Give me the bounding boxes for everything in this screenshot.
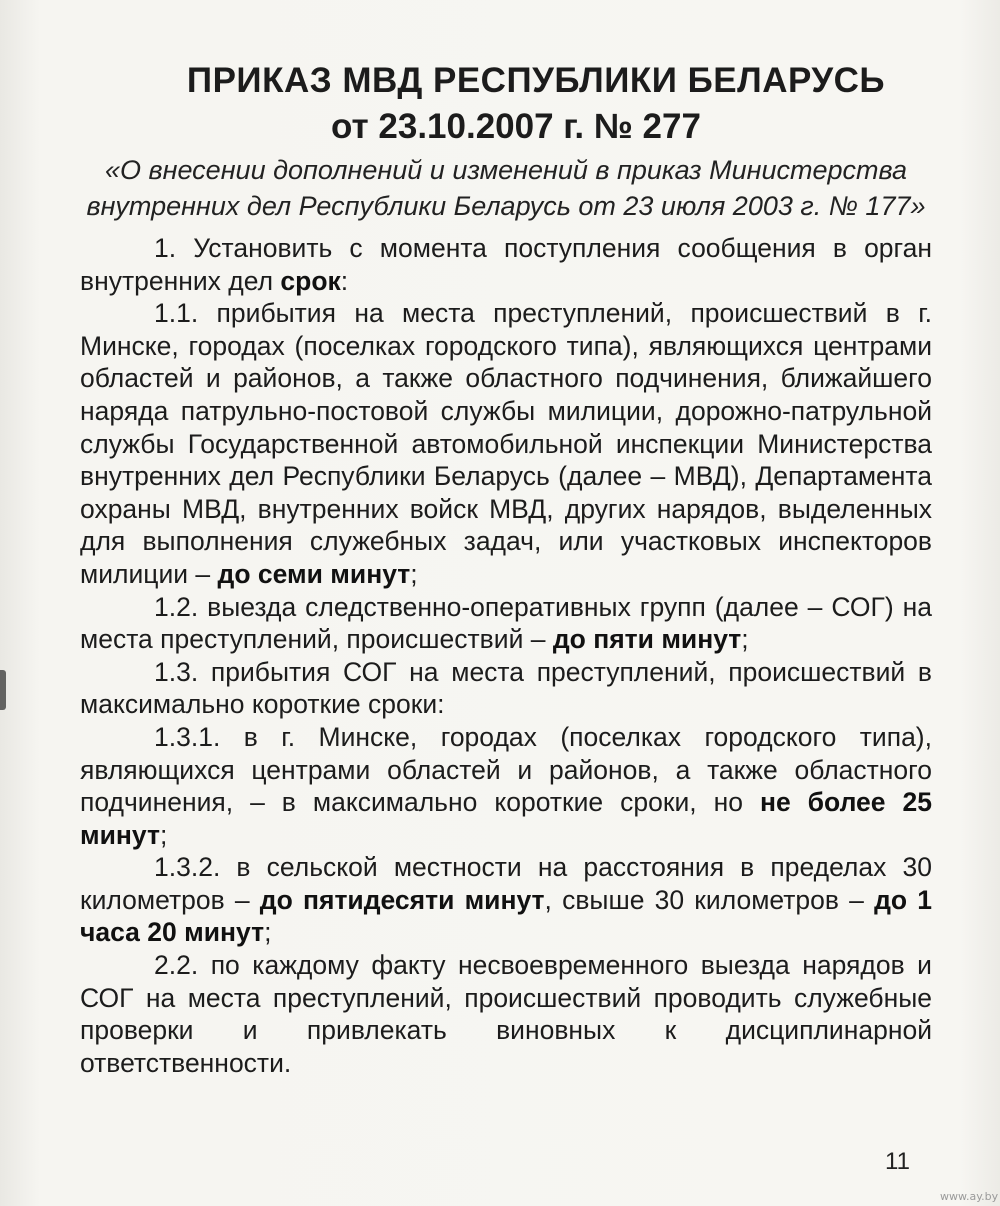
watermark: www.ay.by — [940, 1190, 999, 1203]
paragraph-1-bold: срок — [280, 265, 341, 296]
document-subtitle: «О внесении дополнений и изменений в приказ Министерства внутренних дел Республики Беларусь от 23 июля 2003 г. № 177» — [86, 155, 926, 221]
page-edge-mark — [0, 670, 6, 710]
paragraph-1-1-text: 1.1. прибытия на места преступлений, происшествий в г. Минске, городах (поселках городского типа), являющихся центрами областей и районов, а также областного подчинения, ближайшего наряда патрульно-постовой службы милиции, дорожно-патрульной службы Государственной автомобильной инспекции Министерства внутренних дел Республики Беларусь (далее – МВД), Департамента охраны МВД, внутренних войск МВД, других нарядов, выделенных для выполнения служебных задач, или участковых инспекторов милиции – — [80, 298, 932, 589]
paragraph-1-3-1-bold: не более 25 минут — [80, 787, 932, 850]
paragraph-1-3-2-bold-2: до 1 часа 20 минут — [80, 884, 933, 948]
paragraph-1-3-2 — [80, 851, 932, 949]
paragraph-1-3-2-mid: , свыше 30 километров – — [544, 884, 875, 915]
paragraph-1-3-1-text: 1.3.1. в г. Минске, городах (поселках городского типа), являющихся центрами областей и районов, а также областного подчинения, – в максимально короткие сроки, но — [80, 721, 932, 818]
paragraph-1-2-tail: ; — [741, 624, 749, 655]
paragraph-1-1-bold: до семи минут — [217, 558, 411, 589]
page-number: 11 — [885, 1148, 910, 1175]
paragraph-1-3: 1.3. прибытия СОГ на места преступлений, происшествий в максимально короткие сроки: — [80, 656, 932, 720]
document-content — [80, 58, 932, 1079]
paragraph-1-1 — [80, 297, 932, 590]
paragraph-1-2 — [80, 591, 932, 656]
paragraph-1 — [80, 232, 932, 297]
document-title: ПРИКАЗ МВД РЕСПУБЛИКИ БЕЛАРУСЬ — [186, 61, 886, 100]
paragraph-1-3-2-tail: ; — [264, 917, 272, 948]
paragraph-1-2-bold: до пяти минут — [552, 624, 742, 655]
paragraph-1-3-2-bold-1: до пятидесяти минут — [259, 884, 545, 915]
paragraph-1-text: 1. Установить с момента поступления сообщения в орган внутренних дел — [80, 233, 932, 296]
paragraph-1-3-2-text: 1.3.2. в сельской местности на расстояния в пределах 30 километров – — [80, 852, 932, 915]
paragraph-1-3-1 — [80, 721, 932, 851]
paragraph-1-2-text: 1.2. выезда следственно-оперативных групп (далее – СОГ) на места преступлений, происшествий – — [80, 591, 932, 655]
paragraph-1-1-tail: ; — [410, 558, 418, 589]
paragraph-2-2: 2.2. по каждому факту несвоевременного выезда нарядов и СОГ на места преступлений, происшествий проводить служебные проверки и привлекать виновных к дисциплинарной ответственности. — [80, 950, 932, 1078]
paragraph-1-tail: : — [340, 265, 349, 296]
paragraph-1-3-1-tail: ; — [159, 819, 168, 850]
document-date-number: от 23.10.2007 г. № 277 — [331, 107, 701, 146]
